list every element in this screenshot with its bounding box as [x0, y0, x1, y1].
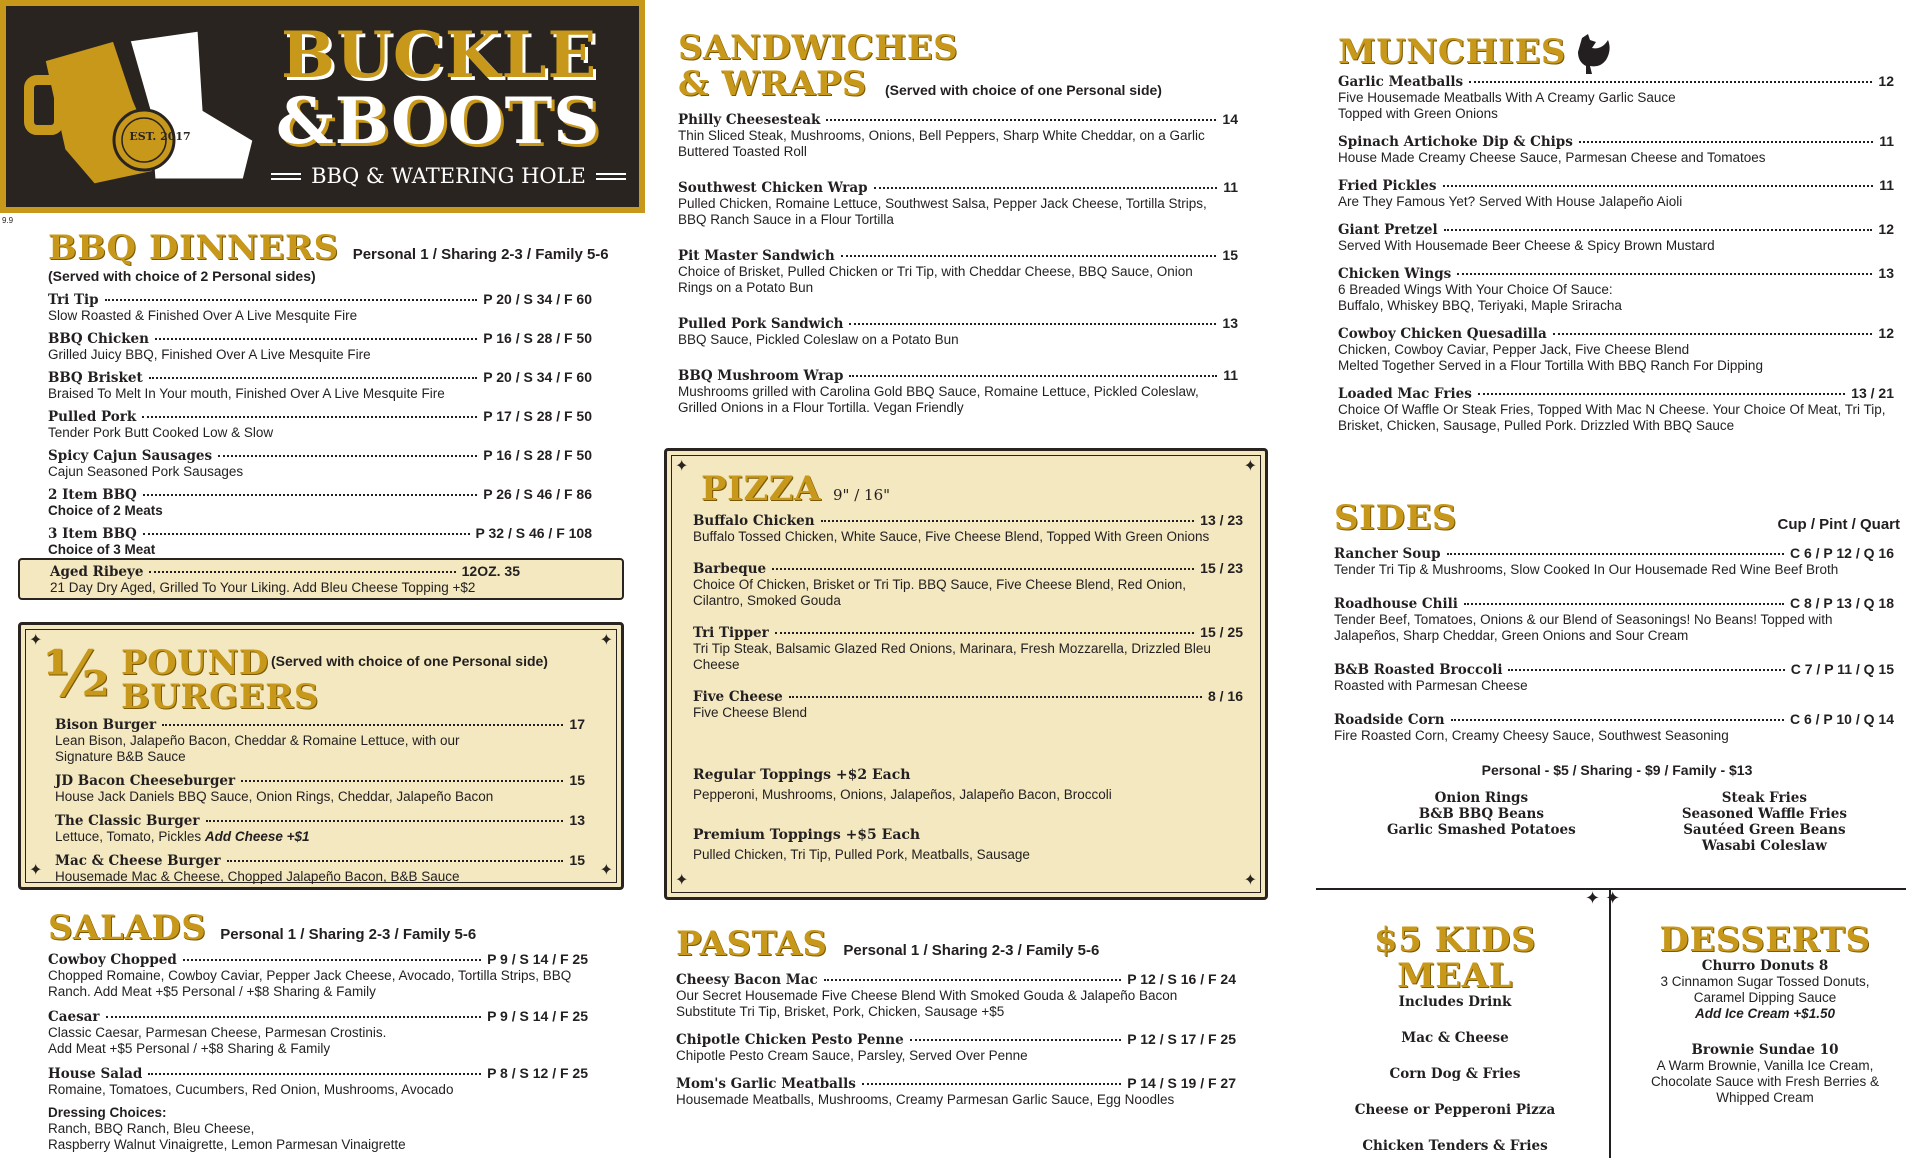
logo-line-2: &BOOTS — [276, 84, 601, 159]
menu-item — [1334, 546, 1900, 578]
burgers-note: (Served with choice of one Personal side) — [271, 653, 548, 669]
item-name: Chicken Wings — [1338, 266, 1452, 282]
item-name: Spinach Artichoke Dip & Chips — [1338, 134, 1573, 150]
dot-leader — [824, 979, 1122, 981]
menu-item — [1334, 662, 1900, 694]
item-desc: Choice of Brisket, Pulled Chicken or Tri Tip, with Cheddar Cheese, BBQ Sauce, Onion Rings on a Potato Bun — [678, 264, 1193, 295]
item-desc: Thin Sliced Steak, Mushrooms, Onions, Bell Peppers, Sharp White Cheddar, on a Garlic Buttered Toasted Roll — [678, 128, 1205, 159]
item-desc: Fire Roasted Corn, Creamy Cheesy Sauce, Southwest Seasoning — [1334, 728, 1729, 743]
item-desc: Lettuce, Tomato, Pickles Add Cheese +$1 — [55, 829, 310, 844]
dot-leader — [821, 520, 1195, 522]
menu-item — [48, 331, 620, 363]
item-price: 15 — [569, 852, 585, 868]
dessert-1-extra: Add Ice Cream +$1.50 — [1695, 1006, 1835, 1021]
munchies-section — [1338, 30, 1898, 446]
menu-item — [693, 625, 1253, 673]
menu-item — [678, 112, 1238, 160]
kids-section — [1310, 922, 1600, 1174]
menu-item — [55, 813, 591, 845]
item-desc: Pulled Chicken, Romaine Lettuce, Southwest Salsa, Pepper Jack Cheese, Tortilla Strips, BBQ Ranch Sauce in a Flour Tortilla — [678, 196, 1207, 227]
item-price: P 16 / S 28 / F 50 — [483, 447, 592, 463]
menu-item — [693, 689, 1253, 721]
menu-item — [1338, 386, 1898, 434]
logo-tagline: BBQ & WATERING HOLE — [271, 164, 626, 188]
item-name: Caesar — [48, 1009, 100, 1025]
item-name: Barbeque — [693, 561, 767, 577]
dessert-1-name: Churro Donuts 8 — [1701, 958, 1829, 974]
menu-item — [693, 561, 1253, 609]
item-price: P 9 / S 14 / F 25 — [487, 951, 588, 967]
dot-leader — [874, 187, 1218, 189]
item-name: Chipotle Chicken Pesto Penne — [676, 1032, 904, 1048]
item-name: Mac & Cheese Burger — [55, 853, 221, 869]
menu-item — [676, 1076, 1236, 1108]
dot-leader — [105, 299, 478, 301]
item-price: P 8 / S 12 / F 25 — [487, 1065, 588, 1081]
dressing-line-2: Raspberry Walnut Vinaigrette, Lemon Parmesan Vinaigrette — [48, 1137, 406, 1152]
dot-leader — [155, 338, 477, 340]
item-price: P 12 / S 17 / F 25 — [1127, 1031, 1236, 1047]
item-desc: Tri Tip Steak, Balsamic Glazed Red Onions, Marinara, Fresh Mozzarella, Drizzled Bleu Cheese — [693, 641, 1211, 672]
item-price: 13 / 23 — [1200, 512, 1243, 528]
logo-panel — [0, 0, 645, 213]
dot-leader — [143, 494, 477, 496]
dot-leader — [183, 959, 481, 961]
dot-leader — [148, 1073, 481, 1075]
burgers-half: ½ — [43, 637, 110, 712]
dessert-1-desc: 3 Cinnamon Sugar Tossed Donuts, Caramel Dipping Sauce — [1660, 974, 1870, 1005]
premium-toppings-list: Pulled Chicken, Tri Tip, Pulled Pork, Meatballs, Sausage — [693, 847, 1030, 862]
sides-sizes: Cup / Pint / Quart — [1777, 516, 1900, 533]
item-desc: House Made Creamy Cheese Sauce, Parmesan Cheese and Tomatoes — [1338, 150, 1766, 165]
side-option: Garlic Smashed Potatoes — [1387, 822, 1576, 838]
item-desc: Tender Tri Tip & Mushrooms, Slow Cooked In Our Housemade Red Wine Beef Broth — [1334, 562, 1839, 577]
kids-item: Includes Drink — [1398, 994, 1512, 1010]
item-desc: Buffalo Tossed Chicken, White Sauce, Five Cheese Blend, Topped With Green Onions — [693, 529, 1210, 544]
salads-sizes: Personal 1 / Sharing 2-3 / Family 5-6 — [220, 926, 477, 943]
item-price: 14 — [1222, 111, 1238, 127]
menu-item — [693, 513, 1253, 545]
item-price: 12 — [1878, 73, 1894, 89]
sides-right-list — [1682, 790, 1847, 854]
dot-leader — [162, 724, 563, 726]
side-option: Seasoned Waffle Fries — [1681, 806, 1847, 822]
kids-title: $5 KIDS MEAL — [1373, 920, 1537, 996]
item-price: 12 — [1878, 221, 1894, 237]
item-price: C 7 / P 11 / Q 15 — [1790, 661, 1894, 677]
item-desc: Chopped Romaine, Cowboy Caviar, Pepper Jack Cheese, Avocado, Tortilla Strips, BBQ Ranch. Add Meat +$5 Personal / +$8 Sharing & Family — [48, 968, 572, 999]
menu-item — [48, 292, 620, 324]
dot-leader — [1553, 333, 1873, 335]
menu-item — [55, 773, 591, 805]
ribeye-name: Aged Ribeye — [50, 564, 144, 580]
item-desc: Our Secret Housemade Five Cheese Blend With Smoked Gouda & Jalapeño Bacon Substitute Tri Tip, Brisket, Pork, Chicken, Sausage +$5 — [676, 988, 1178, 1019]
pastas-section — [676, 926, 1236, 1120]
item-price: 13 — [1222, 315, 1238, 331]
dot-leader — [1447, 553, 1784, 555]
ribeye-price: 12OZ. 35 — [461, 563, 520, 579]
item-price: P 20 / S 34 / F 60 — [483, 369, 592, 385]
sides-section — [1334, 500, 1900, 854]
item-desc: Slow Roasted & Finished Over A Live Mesquite Fire — [48, 308, 358, 323]
item-name: Pit Master Sandwich — [678, 248, 835, 264]
dot-leader — [772, 568, 1194, 570]
item-price: 17 — [569, 716, 585, 732]
sandwiches-title-2: & WRAPS — [678, 64, 867, 104]
item-desc: Choice Of Waffle Or Steak Fries, Topped With Mac N Cheese. Your Choice Of Meat, Tri Tip, Brisket, Chicken, Sausage, Pulled Pork. Drizzled With BBQ Sauce — [1338, 402, 1886, 433]
side-option: Sautéed Green Beans — [1683, 822, 1846, 838]
dot-leader — [1443, 185, 1874, 187]
mug-boot-logo-icon — [24, 20, 264, 195]
sandwiches-note: (Served with choice of one Personal side) — [884, 82, 1162, 98]
burgers-title-1: POUND — [121, 643, 269, 683]
item-price: 15 / 23 — [1200, 560, 1243, 576]
pizza-sizes: 9" / 16" — [833, 486, 891, 504]
item-price: 12 — [1878, 325, 1894, 341]
divider-vertical — [1609, 888, 1611, 1158]
item-price: C 6 / P 12 / Q 16 — [1789, 545, 1894, 561]
item-desc: Five Cheese Blend — [693, 705, 808, 720]
item-desc-2: Buffalo, Whiskey BBQ, Teriyaki, Maple Sriracha — [1338, 298, 1622, 313]
item-name: Garlic Meatballs — [1338, 74, 1464, 90]
kids-item: Chicken Tenders & Fries — [1362, 1138, 1548, 1154]
item-desc-2: Add Meat +$5 Personal / +$8 Sharing & Family — [48, 1041, 331, 1056]
pizza-title: PIZZA — [701, 469, 821, 509]
item-desc: Choice of 2 Meats — [48, 503, 163, 518]
item-name: Mom's Garlic Meatballs — [676, 1076, 856, 1092]
ribeye-box — [18, 558, 624, 600]
item-desc: Cajun Seasoned Pork Sausages — [48, 464, 244, 479]
dessert-2-name: Brownie Sundae 10 — [1691, 1042, 1839, 1058]
menu-item — [55, 717, 591, 765]
item-desc: Chipotle Pesto Cream Sauce, Parsley, Served Over Penne — [676, 1048, 1028, 1063]
bbq-title: BBQ DINNERS — [48, 228, 339, 268]
item-desc: Choice Of Chicken, Brisket or Tri Tip. BBQ Sauce, Five Cheese Blend, Red Onion, Cilantro, Smoked Gouda — [693, 577, 1186, 608]
item-price: P 17 / S 28 / F 50 — [483, 408, 592, 424]
item-desc: 6 Breaded Wings With Your Choice Of Sauce: — [1338, 282, 1613, 297]
menu-item — [48, 370, 620, 402]
item-desc: Housemade Mac & Cheese, Chopped Jalapeño Bacon, B&B Sauce — [55, 869, 460, 884]
kids-item: Cheese or Pepperoni Pizza — [1354, 1102, 1556, 1118]
menu-item — [1338, 266, 1898, 314]
item-desc: Lean Bison, Jalapeño Bacon, Cheddar & Romaine Lettuce, with our Signature B&B Sauce — [55, 733, 460, 764]
menu-item — [48, 409, 620, 441]
bbq-section — [48, 230, 620, 565]
item-price: 8 / 16 — [1207, 688, 1243, 704]
dot-leader — [1478, 393, 1845, 395]
item-name: Five Cheese — [693, 689, 783, 705]
pastas-title: PASTAS — [676, 924, 828, 964]
item-name: Tri Tipper — [693, 625, 769, 641]
item-price: P 20 / S 34 / F 60 — [483, 291, 592, 307]
item-extra: Add Cheese +$1 — [204, 829, 310, 844]
logo-line-1: BUCKLE — [281, 18, 598, 93]
item-name: Cowboy Chicken Quesadilla — [1338, 326, 1547, 342]
item-price: C 6 / P 10 / Q 14 — [1789, 711, 1894, 727]
item-desc: Braised To Melt In Your mouth, Finished Over A Live Mesquite Fire — [48, 386, 445, 401]
item-price: P 16 / S 28 / F 50 — [483, 330, 592, 346]
menu-item — [1334, 596, 1900, 644]
item-name: BBQ Brisket — [48, 370, 143, 386]
sides-title: SIDES — [1334, 498, 1457, 538]
menu-item — [1338, 178, 1898, 210]
menu-item — [48, 1009, 620, 1057]
dressing-title: Dressing Choices: — [48, 1105, 167, 1120]
menu-item — [678, 368, 1238, 416]
dot-leader — [789, 696, 1202, 698]
menu-item — [48, 1066, 620, 1098]
item-price: P 32 / S 46 / F 108 — [475, 525, 592, 541]
dot-leader — [241, 780, 563, 782]
item-desc: Classic Caesar, Parmesan Cheese, Parmesan Crostinis. — [48, 1025, 387, 1040]
dot-leader — [143, 533, 470, 535]
item-name: JD Bacon Cheeseburger — [55, 773, 236, 789]
item-name: BBQ Mushroom Wrap — [678, 368, 844, 384]
menu-item — [48, 487, 620, 519]
item-desc: Housemade Meatballs, Mushrooms, Creamy Parmesan Garlic Sauce, Egg Noodles — [676, 1092, 1175, 1107]
dot-leader — [826, 119, 1216, 121]
dot-leader — [227, 860, 564, 862]
item-name: Rancher Soup — [1334, 546, 1441, 562]
item-desc: Choice of 3 Meat — [48, 542, 156, 557]
item-name: Philly Cheesesteak — [678, 112, 821, 128]
item-price: 15 / 25 — [1200, 624, 1243, 640]
item-desc-2: Melted Together Served in a Flour Tortilla With BBQ Ranch For Dipping — [1338, 358, 1763, 373]
premium-toppings-title: Premium Toppings +$5 Each — [693, 827, 921, 843]
item-desc: Chicken, Cowboy Caviar, Pepper Jack, Five Cheese Blend — [1338, 342, 1690, 357]
item-name: Spicy Cajun Sausages — [48, 448, 213, 464]
desserts-title: DESSERTS — [1659, 920, 1871, 960]
item-price: 13 — [569, 812, 585, 828]
dot-leader — [1457, 273, 1872, 275]
dot-leader — [849, 375, 1217, 377]
dot-leader — [862, 1083, 1122, 1085]
item-desc: Served With Housemade Beer Cheese & Spicy Brown Mustard — [1338, 238, 1715, 253]
burgers-panel: ✦ ✦ ✦ ✦ ½ POUND BURGERS (Served with choice of one Personal side) Bison Burger 17 Lean Bison, Jalapeño Bacon, Cheddar & Romaine Lettuce, with our Signature B&B Sauce JD Bacon Cheeseburger 15 House Jack Daniels BBQ Sauce, Onion Rings, Cheddar, Jalapeño Bacon The Classic Burger 13 Lettuce, Tomato, Pickles Add Cheese +$1 Mac & Cheese Burger 15 Housemade Mac & Cheese, Chopped Jalapeño Bacon, B&B Sauce — [18, 622, 624, 890]
est-badge: EST. 2017 — [129, 130, 191, 143]
side-option: Onion Rings — [1434, 790, 1529, 806]
sides-left-list — [1387, 790, 1576, 854]
item-name: Southwest Chicken Wrap — [678, 180, 868, 196]
item-name: House Salad — [48, 1066, 143, 1082]
menu-item — [48, 526, 620, 558]
dot-leader — [910, 1039, 1122, 1041]
pizza-panel: ✦ ✦ ✦ ✦ PIZZA 9" / 16" Buffalo Chicken 13 / 23 Buffalo Tossed Chicken, White Sauce, Five Cheese Blend, Topped With Green Onions Barbeque 15 / 23 Choice Of Chicken, Brisket or Tri Tip. BBQ Sauce, Five Cheese Blend, Red Onion, Cilantro, Smoked Gouda Tri Tipper 15 / 25 Tri Tip Steak, Balsamic Glazed Red Onions, Marinara, Fresh Mozzarella, Drizzled Bleu Cheese Five Cheese 8 / 16 Five Cheese Blend Regular Toppings +$2 Each Pepperoni, Mushrooms, Onions, Jalapeños, Jalapeño Bacon, Broccoli Premium Toppings +$5 Each Pulled Chicken, Tri Tip, Pulled Pork, Meatballs, Sausage — [664, 448, 1268, 900]
item-name: Giant Pretzel — [1338, 222, 1438, 238]
item-desc: Mushrooms grilled with Carolina Gold BBQ Sauce, Romaine Lettuce, Pickled Coleslaw, Grilled Onions in a Flour Tortilla. Vegan Friendly — [678, 384, 1199, 415]
menu-item — [1338, 134, 1898, 166]
item-name: Fried Pickles — [1338, 178, 1437, 194]
item-name: Cowboy Chopped — [48, 952, 177, 968]
dessert-2-desc: A Warm Brownie, Vanilla Ice Cream, Chocolate Sauce with Fresh Berries & Whipped Cream — [1650, 1058, 1880, 1105]
item-price: C 8 / P 13 / Q 18 — [1789, 595, 1894, 611]
item-price: P 12 / S 16 / F 24 — [1127, 971, 1236, 987]
dot-leader — [841, 255, 1217, 257]
menu-item — [48, 952, 620, 1000]
item-name: Cheesy Bacon Mac — [676, 972, 818, 988]
item-name: Buffalo Chicken — [693, 513, 815, 529]
corner-note: 9.9 — [2, 216, 14, 225]
menu-item — [55, 853, 591, 885]
item-price: 15 — [569, 772, 585, 788]
menu-item — [1338, 222, 1898, 254]
kids-item: Corn Dog & Fries — [1389, 1066, 1521, 1082]
item-name: Roadside Corn — [1334, 712, 1445, 728]
dot-leader — [218, 455, 477, 457]
divider-ornament: ✦ ✦ — [1585, 888, 1621, 908]
item-name: Bison Burger — [55, 717, 157, 733]
menu-item — [1338, 326, 1898, 374]
item-price: 13 / 21 — [1851, 385, 1894, 401]
dot-leader — [1508, 669, 1784, 671]
item-desc: Five Housemade Meatballs With A Creamy Garlic Sauce — [1338, 90, 1676, 105]
menu-item — [676, 1032, 1236, 1064]
item-name: The Classic Burger — [55, 813, 200, 829]
dot-leader — [849, 323, 1216, 325]
item-name: 3 Item BBQ — [48, 526, 137, 542]
desserts-section — [1620, 922, 1910, 1106]
item-price: 11 — [1223, 367, 1238, 383]
dot-leader — [106, 1016, 482, 1018]
kids-item: Mac & Cheese — [1401, 1030, 1509, 1046]
item-desc: Roasted with Parmesan Cheese — [1334, 678, 1528, 693]
pastas-sizes: Personal 1 / Sharing 2-3 / Family 5-6 — [843, 942, 1100, 959]
side-option: B&B BBQ Beans — [1418, 806, 1544, 822]
salads-title: SALADS — [48, 908, 207, 948]
bbq-sizes: Personal 1 / Sharing 2-3 / Family 5-6 — [352, 246, 609, 263]
dot-leader — [1451, 719, 1784, 721]
item-desc: BBQ Sauce, Pickled Coleslaw on a Potato Bun — [678, 332, 959, 347]
regular-toppings-list: Pepperoni, Mushrooms, Onions, Jalapeños, Jalapeño Bacon, Broccoli — [693, 787, 1112, 802]
item-price: 11 — [1223, 179, 1238, 195]
sandwiches-title-1: SANDWICHES — [678, 28, 959, 68]
item-price: 11 — [1879, 133, 1894, 149]
munchies-title: MUNCHIES — [1338, 32, 1566, 72]
item-price: P 14 / S 19 / F 27 — [1127, 1075, 1236, 1091]
dot-leader — [206, 820, 564, 822]
item-desc: Tender Beef, Tomatoes, Onions & our Blend of Seasonings! No Beans! Topped with Jalapeños, Sharp Cheddar, Green Onions and Sour Cream — [1334, 612, 1833, 643]
regular-toppings-title: Regular Toppings +$2 Each — [693, 767, 911, 783]
item-desc: House Jack Daniels BBQ Sauce, Onion Rings, Cheddar, Jalapeño Bacon — [55, 789, 494, 804]
item-name: 2 Item BBQ — [48, 487, 137, 503]
menu-item — [678, 248, 1238, 296]
dot-leader — [1464, 603, 1784, 605]
item-name: Tri Tip — [48, 292, 99, 308]
menu-item — [48, 448, 620, 480]
item-name: Roadhouse Chili — [1334, 596, 1458, 612]
bbq-note: (Served with choice of 2 Personal sides) — [48, 268, 316, 284]
item-name: Pulled Pork — [48, 409, 137, 425]
item-name: Pulled Pork Sandwich — [678, 316, 844, 332]
menu-item — [1338, 74, 1898, 122]
dot-leader — [142, 416, 477, 418]
sides-pricing: Personal - $5 / Sharing - $9 / Family - $13 — [1481, 762, 1753, 778]
menu-item — [676, 972, 1236, 1020]
dot-leader — [1579, 141, 1873, 143]
item-desc-2: Topped with Green Onions — [1338, 106, 1498, 121]
item-desc: Are They Famous Yet? Served With House Jalapeño Aioli — [1338, 194, 1683, 209]
dot-leader — [149, 377, 478, 379]
item-price: P 9 / S 14 / F 25 — [487, 1008, 588, 1024]
item-desc: Romaine, Tomatoes, Cucumbers, Red Onion, Mushrooms, Avocado — [48, 1082, 454, 1097]
dot-leader — [1444, 229, 1873, 231]
item-name: Loaded Mac Fries — [1338, 386, 1472, 402]
item-name: BBQ Chicken — [48, 331, 149, 347]
ribeye-desc: 21 Day Dry Aged, Grilled To Your Liking. Add Bleu Cheese Topping +$2 — [50, 580, 476, 595]
item-price: 11 — [1879, 177, 1894, 193]
item-price: 13 — [1878, 265, 1894, 281]
item-desc: Tender Pork Butt Cooked Low & Slow — [48, 425, 274, 440]
item-name: B&B Roasted Broccoli — [1334, 662, 1503, 678]
dressing-line-1: Ranch, BBQ Ranch, Bleu Cheese, — [48, 1121, 255, 1136]
menu-item — [678, 180, 1238, 228]
sandwiches-section — [678, 30, 1238, 436]
item-price: 15 — [1222, 247, 1238, 263]
item-desc: Grilled Juicy BBQ, Finished Over A Live Mesquite Fire — [48, 347, 371, 362]
menu-item — [678, 316, 1238, 348]
rooster-icon — [1574, 30, 1618, 74]
salads-section — [48, 910, 620, 1153]
dot-leader — [775, 632, 1194, 634]
dot-leader — [1469, 81, 1872, 83]
side-option: Steak Fries — [1721, 790, 1807, 806]
burgers-title-2: BURGERS — [121, 677, 319, 717]
item-price: P 26 / S 46 / F 86 — [483, 486, 592, 502]
side-option: Wasabi Coleslaw — [1701, 838, 1827, 854]
menu-item — [1334, 712, 1900, 744]
